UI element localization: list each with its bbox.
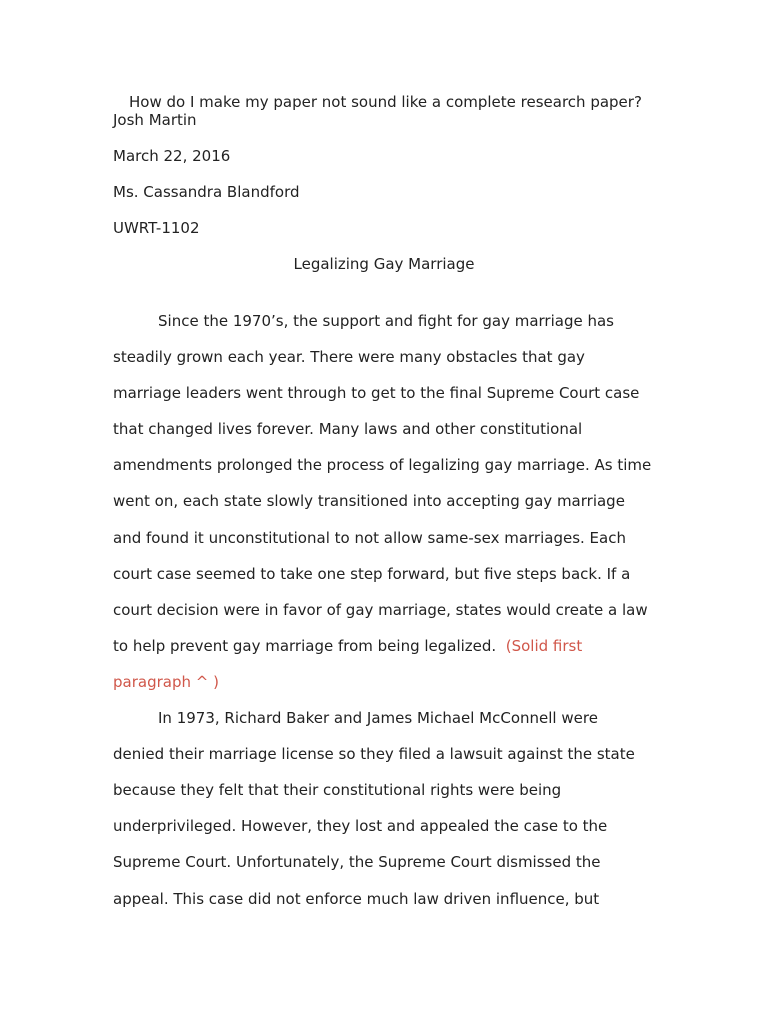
paragraph-line: court decision were in favor of gay marriage, states would create a law [113,600,648,619]
paragraph-line: went on, each state slowly transitioned into accepting gay marriage [113,492,625,511]
paragraph-line: denied their marriage license so they filed a lawsuit against the state [113,745,635,764]
paragraph-line: court case seemed to take one step forward, but five steps back. If a [113,564,631,583]
date-line: March 22, 2016 [113,147,231,165]
essay-body [113,303,658,917]
paragraph-line: marriage leaders went through to get to the final Supreme Court case [113,384,640,403]
reviewer-comment: (Solid first [505,636,583,655]
paragraph-line: In 1973, Richard Baker and James Michael McConnell were [158,709,598,728]
question-text: How do I make my paper not sound like a complete research paper? [129,93,642,111]
instructor-name: Ms. Cassandra Blandford [113,183,300,201]
paragraph-line: Supreme Court. Unfortunately, the Supreme Court dismissed the [113,853,601,872]
paragraph-line: underprivileged. However, they lost and appealed the case to the [113,817,608,836]
paragraph-line: steadily grown each year. There were many obstacles that gay [113,348,585,367]
paragraph-line: and found it unconstitutional to not allow same-sex marriages. Each [113,528,626,547]
paragraph-line-text: to help prevent gay marriage from being legalized. [113,636,497,655]
author-name: Josh Martin [113,111,197,129]
paragraph-line: that changed lives forever. Many laws and other constitutional [113,420,583,439]
course-code: UWRT-1102 [113,219,200,237]
paragraph-line-with-comment [113,628,658,664]
paragraph-line: Since the 1970’s, the support and fight for gay marriage has [158,312,614,330]
paragraph-line: because they felt that their constitutional rights were being [113,781,562,800]
paragraph-line: appeal. This case did not enforce much law driven influence, but [113,889,600,908]
essay-title: Legalizing Gay Marriage [293,255,475,273]
paragraph-line: amendments prolonged the process of legalizing gay marriage. As time [113,456,652,475]
reviewer-comment: paragraph ^ ) [113,672,219,691]
